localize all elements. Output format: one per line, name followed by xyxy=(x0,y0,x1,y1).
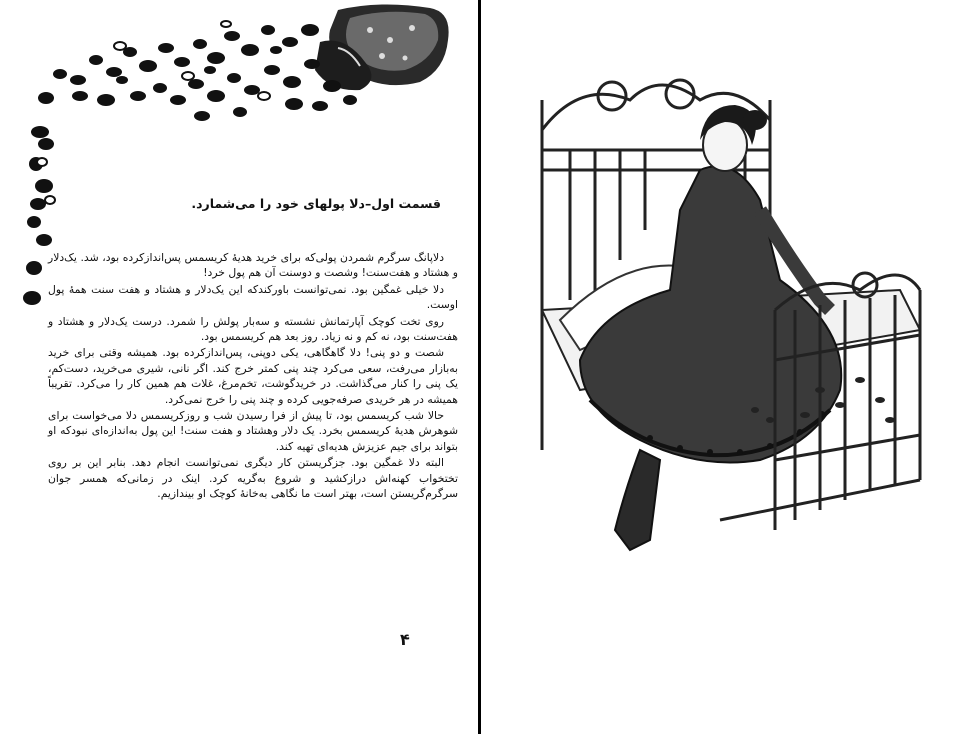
chapter-title: قسمت اول–دلا پولهای خود را می‌شمارد. xyxy=(191,196,441,211)
paragraph: البته دلا غمگین بود. جزگریستن کار دیگری نمی‌توانست انجام دهد. بنابر این بر روی تختخواب کهنه‌اش درازکشید و شروع به‌گریه کرد. اینک در زمانی‌که همسر جوان سرگرم‌گریستن است، بهتر است ما نگاهی به‌خانهٔ کوچک او بیندازیم. xyxy=(48,456,458,501)
paragraph: حالا شب کریسمس بود، تا پیش از فرا رسیدن شب و روزکریسمس دلا می‌خواست برای شوهرش هدیهٔ کریسمس بخرد. یک دلار وهشتاد و هفت سنت! این پول به‌اندازه‌ای نبود‌که او بتواند برای جیم عزیزش هدیه‌ای تهیه‌ کند. xyxy=(48,409,458,453)
purse-icon xyxy=(315,4,449,90)
paragraph: دلا خیلی غمگین بود. نمی‌توانست باور‌کند‌که این یک‌دلار و هشتاد و هفت سنت همهٔ پول اوست. xyxy=(48,282,458,312)
left-page xyxy=(0,0,479,734)
shoe xyxy=(615,450,660,550)
girl-on-bed-illustration xyxy=(520,60,940,580)
page-number: ۴ xyxy=(400,630,410,649)
paragraph: دلاپانگ سرگرم شمردن پولی‌که برای خرید هدیهٔ کریسمس پس‌انداز‌کرده بود، شد. یک‌دلار و هشتاد و هفت‌سنت! وشصت و دوسنت آن هم پول خرد! xyxy=(48,251,458,280)
coins-purse-illustration xyxy=(20,0,460,250)
paragraph: روی تخت کوچک آپارتمانش نشسته و سه‌بار پولش را شمرد. درست یک‌دلار و هشتاد و هفت‌سنت بود، نه کم و نه زیاد. روز بعد هم کریسمس بود. xyxy=(48,314,458,344)
paragraph: شصت و دو پنی! دلا گاهگاهی، یکی دوپنی، پس‌انداز‌کرده بود. همیشه وقتی برای خرید به‌بازار می‌رفت، سعی می‌کرد چند پنی کمتر خرج کند. اگر نانی، شیری می‌خرید، دست‌کم، یک پنی را کنار می‌گذاشت. در خریدگوشت، تخم‌مرغ، غلات هم همین کار را می‌کرد. تقریباً همیشه در هر خریدی صرفه‌جویی کرده و چند پنی را خرج نمی‌کرد. xyxy=(48,346,458,406)
body-text xyxy=(48,250,458,620)
